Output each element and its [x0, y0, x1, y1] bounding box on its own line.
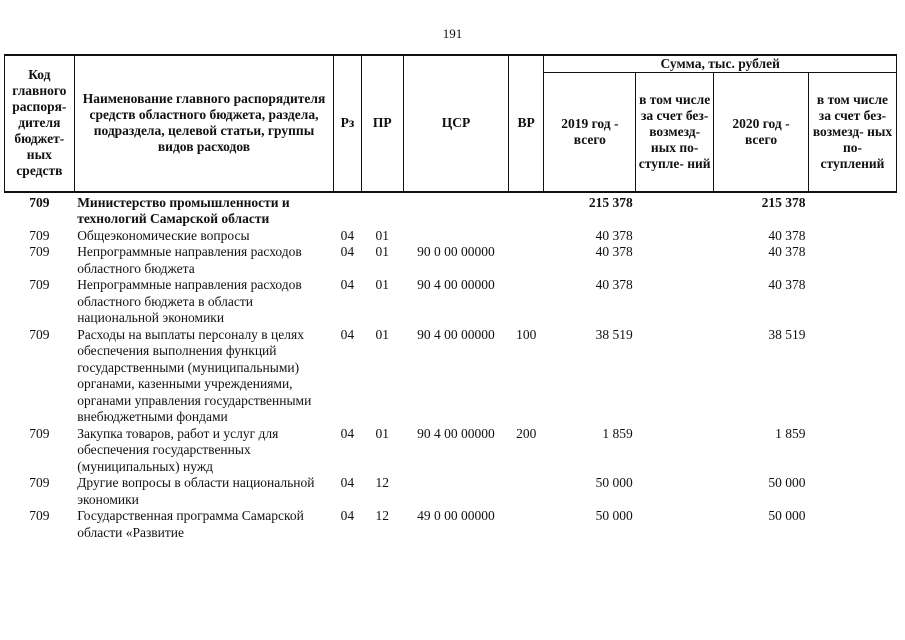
- row-2019-total: 1 859: [602, 425, 633, 441]
- row-2020-free: [808, 426, 896, 476]
- table-header: [5, 55, 897, 192]
- budget-table: [4, 54, 897, 541]
- row-rz: [334, 192, 361, 228]
- row-2020-free: [808, 327, 896, 426]
- row-code: 709: [29, 508, 50, 523]
- row-2019-total: 215 378: [588, 194, 633, 210]
- row-pr: 01: [375, 277, 389, 292]
- row-vr: [509, 228, 544, 245]
- row-2020-total: 40 378: [768, 227, 806, 243]
- row-pr: 01: [375, 227, 389, 243]
- row-2019-free: [636, 327, 714, 426]
- row-2019-total: 40 378: [595, 227, 633, 243]
- row-rz: 04: [340, 475, 355, 490]
- row-vr: 200: [516, 425, 537, 441]
- row-2019-total: 40 378: [595, 277, 633, 292]
- row-rz: 04: [340, 244, 355, 259]
- header-sum: Сумма, тыс. рублей: [544, 55, 897, 73]
- header-2020-total: 2020 год - всего: [714, 73, 809, 192]
- row-vr: [509, 508, 544, 541]
- row-2020-total: 40 378: [768, 277, 806, 292]
- row-vr: 100: [516, 326, 537, 342]
- row-2019-free: [636, 277, 714, 327]
- row-code: 709: [29, 326, 50, 342]
- row-2019-total: 50 000: [595, 475, 633, 490]
- row-code: 709: [29, 194, 50, 210]
- row-vr: [509, 244, 544, 277]
- row-name: Непрограммные направления расходов областного бюджета в области национальной экономики: [77, 277, 302, 325]
- row-2019-free: [636, 508, 714, 541]
- row-csr: [403, 192, 508, 228]
- row-2019-free: [636, 192, 714, 228]
- row-code: 709: [29, 475, 50, 490]
- row-2019-total: 50 000: [595, 508, 633, 523]
- row-2020-total: 40 378: [768, 244, 806, 259]
- table-row: [5, 244, 897, 277]
- table-row: [5, 192, 897, 228]
- table-row: [5, 228, 897, 245]
- row-2019-total: 40 378: [595, 244, 633, 259]
- table-row: [5, 426, 897, 476]
- row-csr: [403, 228, 508, 245]
- row-rz: 04: [340, 227, 355, 243]
- table-row: [5, 475, 897, 508]
- table-row: [5, 277, 897, 327]
- header-2019-total: 2019 год - всего: [544, 73, 636, 192]
- row-pr: [361, 192, 403, 228]
- row-csr: [403, 475, 508, 508]
- row-2020-total: 38 519: [768, 326, 806, 342]
- row-2020-free: [808, 244, 896, 277]
- header-csr: ЦСР: [403, 55, 508, 192]
- header-vr: ВР: [509, 55, 544, 192]
- row-2019-total: 38 519: [595, 326, 633, 342]
- row-rz: 04: [340, 508, 355, 523]
- header-2020-free: в том числе за счет без- возмезд- ных по- ступлений: [808, 73, 896, 192]
- header-2019-free: в том числе за счет без- возмезд- ных по- ступле- ний: [636, 73, 714, 192]
- row-code: 709: [29, 244, 50, 259]
- row-vr: [509, 192, 544, 228]
- row-code: 709: [29, 227, 50, 243]
- table-row: [5, 508, 897, 541]
- row-2020-free: [808, 508, 896, 541]
- row-csr: 49 0 00 00000: [417, 508, 495, 523]
- header-pr: ПР: [361, 55, 403, 192]
- row-vr: [509, 277, 544, 327]
- row-pr: 12: [375, 508, 389, 523]
- header-rz: Рз: [334, 55, 361, 192]
- row-2019-free: [636, 244, 714, 277]
- row-vr: [509, 475, 544, 508]
- row-2020-free: [808, 192, 896, 228]
- row-2020-free: [808, 228, 896, 245]
- row-csr: 90 4 00 00000: [417, 326, 495, 342]
- row-rz: 04: [340, 425, 355, 441]
- row-code: 709: [29, 425, 50, 441]
- row-2020-total: 215 378: [761, 194, 806, 210]
- table-body: [5, 192, 897, 542]
- row-pr: 01: [375, 244, 389, 259]
- table-row: [5, 327, 897, 426]
- row-csr: 90 4 00 00000: [417, 425, 495, 441]
- row-2019-free: [636, 426, 714, 476]
- row-csr: 90 4 00 00000: [417, 277, 495, 292]
- row-pr: 01: [375, 425, 389, 441]
- row-name: Министерство промышленности и технологий Самарской области: [77, 194, 290, 226]
- row-name: Общеэкономические вопросы: [77, 227, 250, 243]
- row-2020-total: 50 000: [768, 475, 806, 490]
- row-2020-total: 1 859: [775, 425, 806, 441]
- row-2019-free: [636, 228, 714, 245]
- row-2020-free: [808, 277, 896, 327]
- row-name: Другие вопросы в области национальной экономики: [77, 475, 315, 507]
- row-pr: 12: [375, 475, 389, 490]
- row-2019-free: [636, 475, 714, 508]
- row-name: Государственная программа Самарской области «Развитие: [77, 508, 304, 540]
- row-name: Расходы на выплаты персоналу в целях обеспечения выполнения функций государственными (муниципальными) органами, казенными учреждениями, органами управления государственными внебюджетными фондами: [77, 326, 312, 424]
- header-code: Код главного распоря- дителя бюджет- ных средств: [5, 55, 75, 192]
- row-2020-total: 50 000: [768, 508, 806, 523]
- page-number: 191: [442, 26, 463, 41]
- row-name: Непрограммные направления расходов областного бюджета: [77, 244, 302, 276]
- row-csr: 90 0 00 00000: [417, 244, 495, 259]
- row-2020-free: [808, 475, 896, 508]
- row-pr: 01: [375, 326, 389, 342]
- header-name: Наименование главного распорядителя средств областного бюджета, раздела, подраздела, целевой статьи, группы видов расходов: [74, 55, 334, 192]
- row-rz: 04: [340, 326, 355, 342]
- row-code: 709: [29, 277, 50, 292]
- row-rz: 04: [340, 277, 355, 292]
- row-name: Закупка товаров, работ и услуг для обеспечения государственных (муниципальных) нужд: [77, 425, 279, 474]
